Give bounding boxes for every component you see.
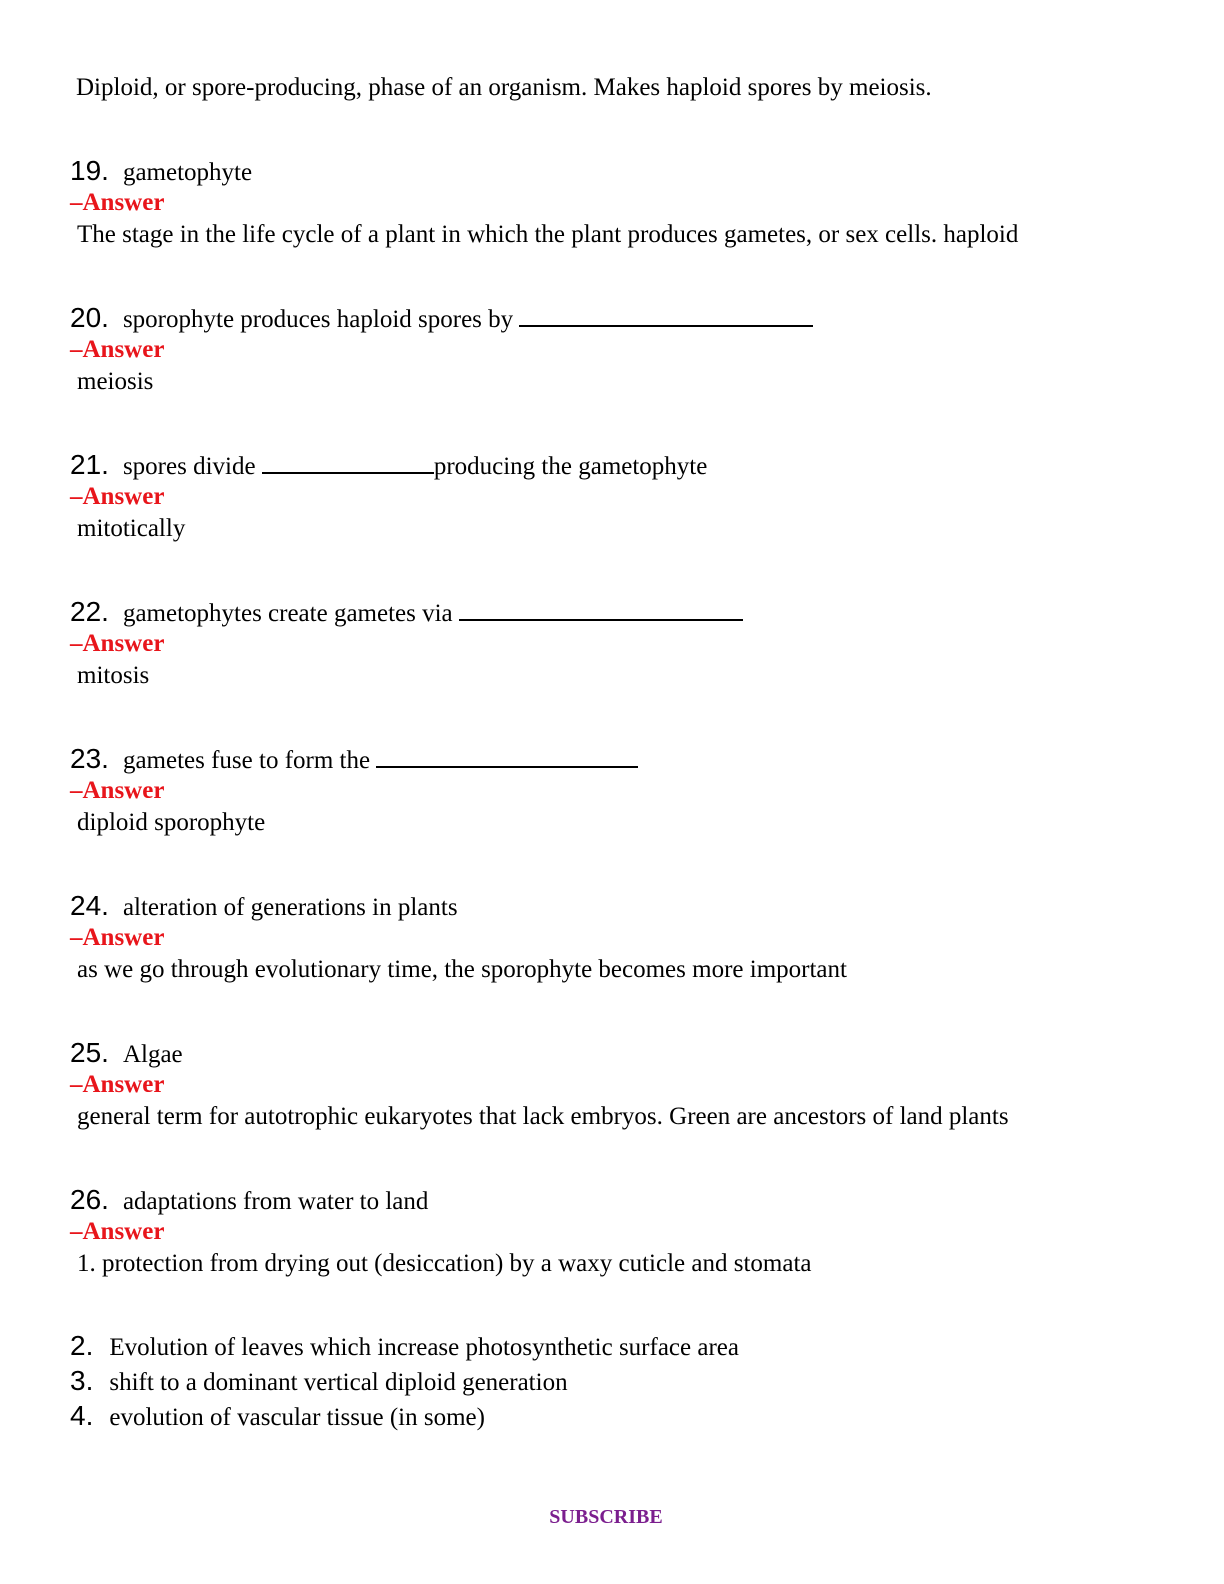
question-text: adaptations from water to land — [122, 1188, 429, 1215]
question-line — [70, 890, 1170, 922]
question-line — [70, 449, 1170, 481]
answer-text: The stage in the life cycle of a plant in which the plant produces gametes, or sex cells. haploid — [77, 221, 1019, 248]
question-number: 19. — [70, 155, 109, 186]
adaptations-list — [70, 1328, 739, 1433]
list-item — [70, 1363, 739, 1398]
answer-text: mitotically — [77, 515, 186, 542]
answer-text: general term for autotrophic eukaryotes that lack embryos. Green are ancestors of land plants — [77, 1103, 1009, 1130]
question-line — [70, 596, 1170, 628]
question-block — [70, 449, 1170, 545]
answer-blank — [262, 452, 434, 474]
question-text: gametophytes create gametes via — [122, 600, 459, 627]
question-text-after: producing the gametophyte — [433, 453, 708, 480]
question-number: 23. — [70, 743, 109, 774]
answer-label: –Answer — [70, 630, 165, 657]
question-number: 22. — [70, 596, 109, 627]
list-item-number: 3. — [70, 1365, 94, 1396]
answer-label: –Answer — [70, 924, 165, 951]
answer-text: diploid sporophyte — [77, 809, 266, 836]
list-item-text: evolution of vascular tissue (in some) — [109, 1404, 485, 1431]
answer-blank — [376, 746, 638, 768]
question-block — [70, 302, 1170, 398]
question-number: 26. — [70, 1184, 109, 1215]
answer-text: meiosis — [77, 368, 154, 395]
question-block — [70, 155, 1170, 251]
subscribe-link[interactable]: SUBSCRIBE — [549, 1506, 663, 1528]
answer-blank — [519, 305, 813, 327]
question-text: gametes fuse to form the — [122, 747, 377, 774]
list-item-text: Evolution of leaves which increase photosynthetic surface area — [109, 1334, 739, 1361]
intro-definition: Diploid, or spore-producing, phase of an organism. Makes haploid spores by meiosis. — [76, 74, 932, 101]
list-item — [70, 1398, 739, 1433]
question-line — [70, 1037, 1170, 1069]
question-number: 24. — [70, 890, 109, 921]
question-line — [70, 743, 1170, 775]
question-text: gametophyte — [122, 159, 253, 186]
answer-text: 1. protection from drying out (desiccation) by a waxy cuticle and stomata — [77, 1250, 812, 1277]
answer-label: –Answer — [70, 189, 165, 216]
answer-text: mitosis — [77, 662, 150, 689]
question-text: Algae — [122, 1041, 183, 1068]
question-number: 20. — [70, 302, 109, 333]
question-line — [70, 155, 1170, 187]
question-block — [70, 890, 1170, 986]
question-block — [70, 596, 1170, 692]
answer-label: –Answer — [70, 1071, 165, 1098]
answer-label: –Answer — [70, 1218, 165, 1245]
answer-text: as we go through evolutionary time, the sporophyte becomes more important — [77, 956, 847, 983]
question-number: 21. — [70, 449, 109, 480]
answer-label: –Answer — [70, 336, 165, 363]
answer-blank — [459, 599, 743, 621]
question-text: sporophyte produces haploid spores by — [122, 306, 520, 333]
question-block — [70, 743, 1170, 839]
question-text: alteration of generations in plants — [122, 894, 458, 921]
question-number: 25. — [70, 1037, 109, 1068]
list-item-number: 4. — [70, 1400, 94, 1431]
answer-label: –Answer — [70, 777, 165, 804]
answer-label: –Answer — [70, 483, 165, 510]
list-item — [70, 1328, 739, 1363]
question-block — [70, 1184, 1170, 1280]
question-block — [70, 1037, 1170, 1133]
question-line — [70, 302, 1170, 334]
question-text: spores divide — [122, 453, 262, 480]
list-item-text: shift to a dominant vertical diploid generation — [109, 1369, 568, 1396]
question-line — [70, 1184, 1170, 1216]
list-item-number: 2. — [70, 1330, 94, 1361]
